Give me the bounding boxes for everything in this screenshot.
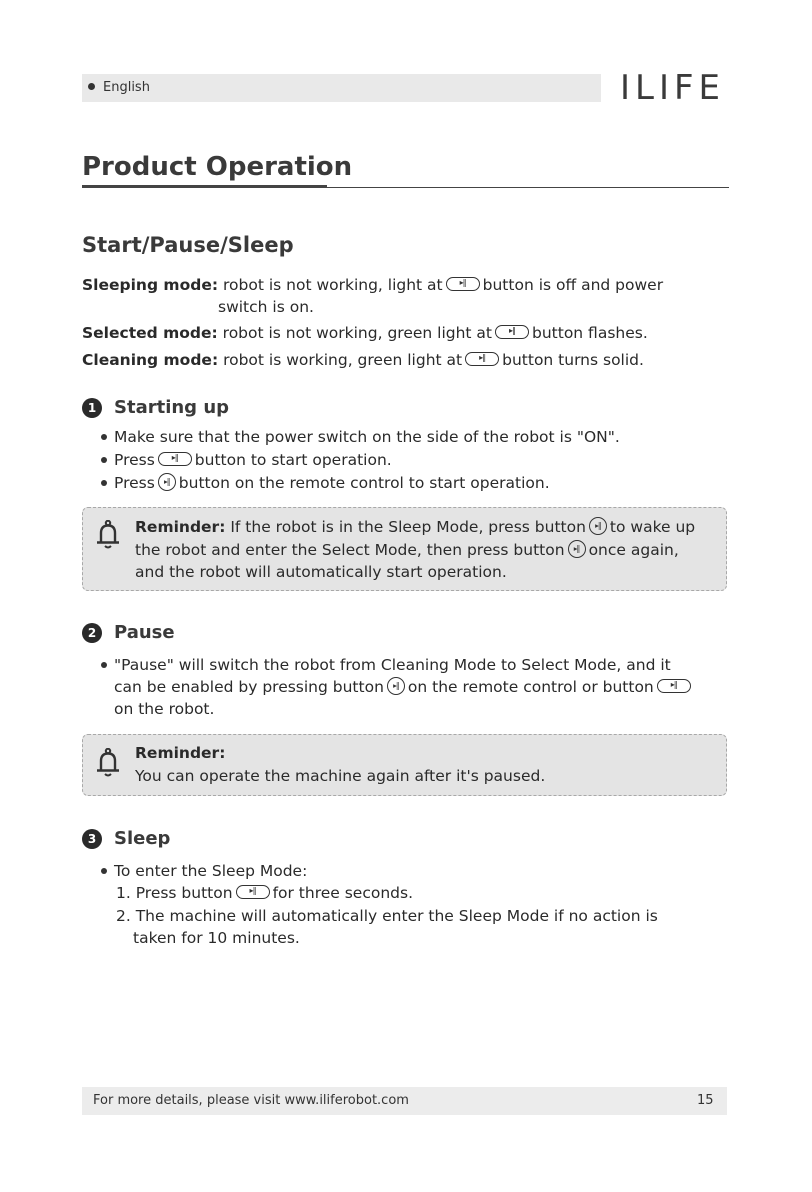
sleep-step: 2. The machine will automatically enter the Sleep Mode if no action is	[116, 907, 658, 925]
mode-text: robot is working, green light at	[223, 351, 463, 369]
mode-text: button is off and power	[482, 276, 664, 294]
bullet-text: Press	[114, 474, 155, 492]
reminder-text: If the robot is in the Sleep Mode, press button	[230, 518, 586, 536]
step-text: 1. Press button	[116, 884, 233, 902]
pause-heading: Pause	[114, 622, 175, 643]
page-title: Product Operation	[82, 152, 353, 182]
step-number-badge: 2	[82, 623, 102, 643]
starting-up-bullet	[114, 472, 550, 494]
step-number-badge: 3	[82, 829, 102, 849]
pause-line: on the robot.	[114, 700, 215, 718]
bullet-dot	[101, 480, 107, 486]
language-label: English	[103, 80, 150, 95]
cleaning-mode-line	[82, 349, 644, 371]
step-text: for three seconds.	[272, 884, 414, 902]
reminder-text: to wake up	[609, 518, 696, 536]
play-pause-button-icon	[236, 885, 270, 899]
starting-up-bullet	[114, 449, 392, 471]
mode-label: Selected mode:	[82, 324, 218, 342]
title-underline	[82, 185, 327, 188]
brand-logo: ILIFE	[620, 68, 726, 108]
sleep-step: taken for 10 minutes.	[133, 929, 300, 947]
mode-text: robot is not working, green light at	[222, 324, 492, 342]
mode-text: button flashes.	[532, 324, 648, 342]
reminder-text: the robot and enter the Select Mode, then press button	[135, 541, 565, 559]
starting-up-heading: Starting up	[114, 397, 230, 418]
bullet-text: button to start operation.	[194, 451, 392, 469]
selected-mode-line	[82, 322, 648, 344]
sleeping-mode-line	[82, 274, 663, 296]
language-bar	[82, 74, 601, 102]
starting-up-bullet: Make sure that the power switch on the side of the robot is "ON".	[114, 428, 620, 446]
play-pause-button-icon	[446, 277, 480, 291]
reminder-text: once again,	[588, 541, 679, 559]
language-bullet	[88, 83, 95, 90]
play-pause-button-icon	[465, 352, 499, 366]
sleep-heading: Sleep	[114, 828, 171, 849]
bullet-dot	[101, 434, 107, 440]
section-heading: Start/Pause/Sleep	[82, 233, 294, 257]
sleep-intro: To enter the Sleep Mode:	[114, 862, 308, 880]
reminder-line	[135, 516, 695, 538]
play-pause-button-icon	[657, 679, 691, 693]
pause-text: can be enabled by pressing button	[114, 678, 384, 696]
play-pause-circle-icon	[387, 677, 405, 695]
mode-label: Sleeping mode:	[82, 276, 219, 294]
reminder-label: Reminder:	[135, 744, 226, 762]
bullet-dot	[101, 457, 107, 463]
reminder-line	[135, 539, 679, 561]
bullet-dot	[101, 662, 107, 668]
play-pause-button-icon	[495, 325, 529, 339]
mode-text: button turns solid.	[502, 351, 644, 369]
reminder-label: Reminder:	[135, 518, 226, 536]
footer-text: For more details, please visit www.iliferobot.com	[93, 1093, 409, 1108]
mode-text: robot is not working, light at	[222, 276, 443, 294]
pause-text: on the remote control or button	[407, 678, 654, 696]
bullet-dot	[101, 868, 107, 874]
play-pause-button-icon	[158, 452, 192, 466]
play-pause-circle-icon	[568, 540, 586, 558]
pause-line: "Pause" will switch the robot from Cleaning Mode to Select Mode, and it	[114, 656, 671, 674]
sleep-step	[116, 882, 413, 904]
reminder-line: and the robot will automatically start operation.	[135, 563, 507, 581]
pause-line	[114, 676, 694, 698]
bullet-text: button on the remote control to start operation.	[178, 474, 550, 492]
page-number: 15	[697, 1093, 714, 1108]
sleeping-mode-continuation: switch is on.	[218, 298, 314, 316]
bell-icon	[95, 520, 121, 550]
bullet-text: Press	[114, 451, 155, 469]
play-pause-circle-icon	[158, 473, 176, 491]
reminder-line: You can operate the machine again after it's paused.	[135, 767, 546, 785]
bell-icon	[95, 748, 121, 778]
mode-label: Cleaning mode:	[82, 351, 219, 369]
step-number-badge: 1	[82, 398, 102, 418]
play-pause-circle-icon	[589, 517, 607, 535]
